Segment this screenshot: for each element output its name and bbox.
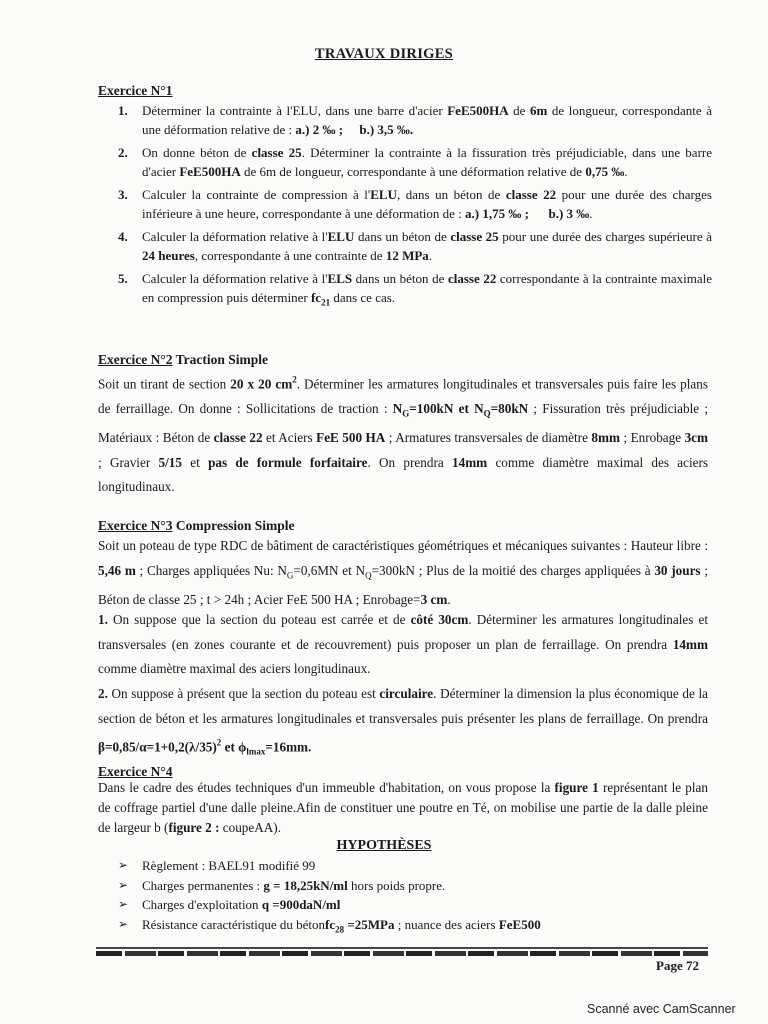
ex3-question-2: 2. On suppose à présent que la section du poteau est circulaire. Déterminer la dimension la plus économique de la section de béton et les armatures longitudinales et transversales puis présenter les plans de ferraillage. On prendra $\beta=0,85/\alpha=1+0,2(\lambda/35)^2$ et $\phi_{lmax}=16mm$. <box>98 686 708 758</box>
ex1-item: 3. Calculer la contrainte de compression à l'ELU, dans un béton de classe 22 pour une durée des charges inférieure à une heure, correspondante à une déformation de : a.) 1,75 ‰ ; b.) 3 ‰. <box>118 187 712 221</box>
hypothesis-item: ➢ Règlement : BAEL91 modifié 99 <box>118 856 678 876</box>
ex4-text: Dans le cadre des études techniques d'un immeuble d'habitation, on vous propose la figure 1 représentant le plan de coffrage partiel d'une dalle pleine.Afin de constituer une poutre en Té, on mobilise une partie de la dalle pleine de largeur b (figure 2 : coupeAA). <box>98 780 708 835</box>
hypothesis-item: ➢ Résistance caractéristique du bétonfc$_{28}$ =25MPa ; nuance des aciers FeE500 <box>118 916 541 935</box>
ex1-item: 1. Déterminer la contrainte à l'ELU, dans une barre d'acier FeE500HA de 6m de longueur, correspondante à une déformation relative de : a.) 2 ‰ ; b.) 3,5 ‰. <box>118 103 713 137</box>
hypotheses-list <box>118 856 678 940</box>
hypotheses-title: HYPOTHÈSES <box>336 838 432 853</box>
ex2-heading: Exercice N°2 Traction Simple <box>98 352 269 367</box>
footer-divider-dashed <box>96 951 708 956</box>
scanner-watermark: Scanné avec CamScanner <box>587 1002 736 1016</box>
arrow-bullet-icon: ➢ <box>118 877 129 892</box>
page-number: Page 72 <box>656 958 699 973</box>
ex1-list <box>118 101 712 317</box>
ex1-item: 2. On donne béton de classe 25. Déterminer la contrainte à la fissuration très préjudiciable, dans une barre d'acier FeE500HA de 6m de longueur, correspondante à une déformation relative de 0,75 ‰. <box>118 145 712 179</box>
hypothesis-item: ➢ Charges permanentes : g = 18,25kN/ml hors poids propre. <box>118 876 678 896</box>
ex3-question-1: 1. On suppose que la section du poteau est carrée et de côté 30cm. Déterminer les armatures longitudinales et transversales (en zones courante et de recouvrement) puis proposer un plan de ferraillage. On prendra 14mm comme diamètre maximal des aciers longitudinaux. <box>98 612 709 676</box>
ex2-text: Soit un tirant de section 20 x 20 $cm^2$. Déterminer les armatures longitudinales et transversales puis faire les plans de ferraillage. On donne : Sollicitations de traction : $N_G=100kN$ et $N_Q=80kN$ ; Fissuration très préjudiciable ; Matériaux : Béton de classe 22 et Aciers FeE 500 HA ; Armatures transversales de diamètre 8mm ; Enrobage 3cm ; Gravier 5/15 et pas de formule forfaitaire. On prendra 14mm comme diamètre maximal des aciers longitudinaux. <box>98 375 709 495</box>
ex3-heading: Exercice N°3 Compression Simple <box>98 518 295 533</box>
ex4-heading: Exercice N°4 <box>98 764 173 779</box>
arrow-bullet-icon: ➢ <box>118 916 129 931</box>
ex1-item: 5. Calculer la déformation relative à l'ELS dans un béton de classe 22 correspondante à la contrainte maximale en compression puis déterminer $fc_{21}$ dans ce cas. <box>118 271 712 308</box>
arrow-bullet-icon: ➢ <box>118 858 129 872</box>
page-title: TRAVAUX DIRIGES <box>314 46 454 62</box>
hypothesis-item: ➢ Charges d'exploitation q =900daN/ml <box>118 895 678 915</box>
arrow-bullet-icon: ➢ <box>118 897 129 911</box>
ex3-intro: Soit un poteau de type RDC de bâtiment de caractéristiques géométriques et mécaniques suivantes : Hauteur libre : 5,46 m ; Charges appliquées Nu: $N_G=0,6MN$ et $N_Q=300kN$ ; Plus de la moitié des charges appliquées à 30 jours ; Béton de classe 25 ; t > 24h ; Acier FeE 500 HA ; Enrobage=3 cm. <box>98 538 708 607</box>
ex1-item: 4. Calculer la déformation relative à l'ELU dans un béton de classe 25 pour une durée des charges supérieure à 24 heures, correspondante à une contrainte de 12 MPa. <box>118 229 713 263</box>
footer-divider <box>96 947 708 949</box>
ex1-heading: Exercice N°1 <box>98 83 173 98</box>
